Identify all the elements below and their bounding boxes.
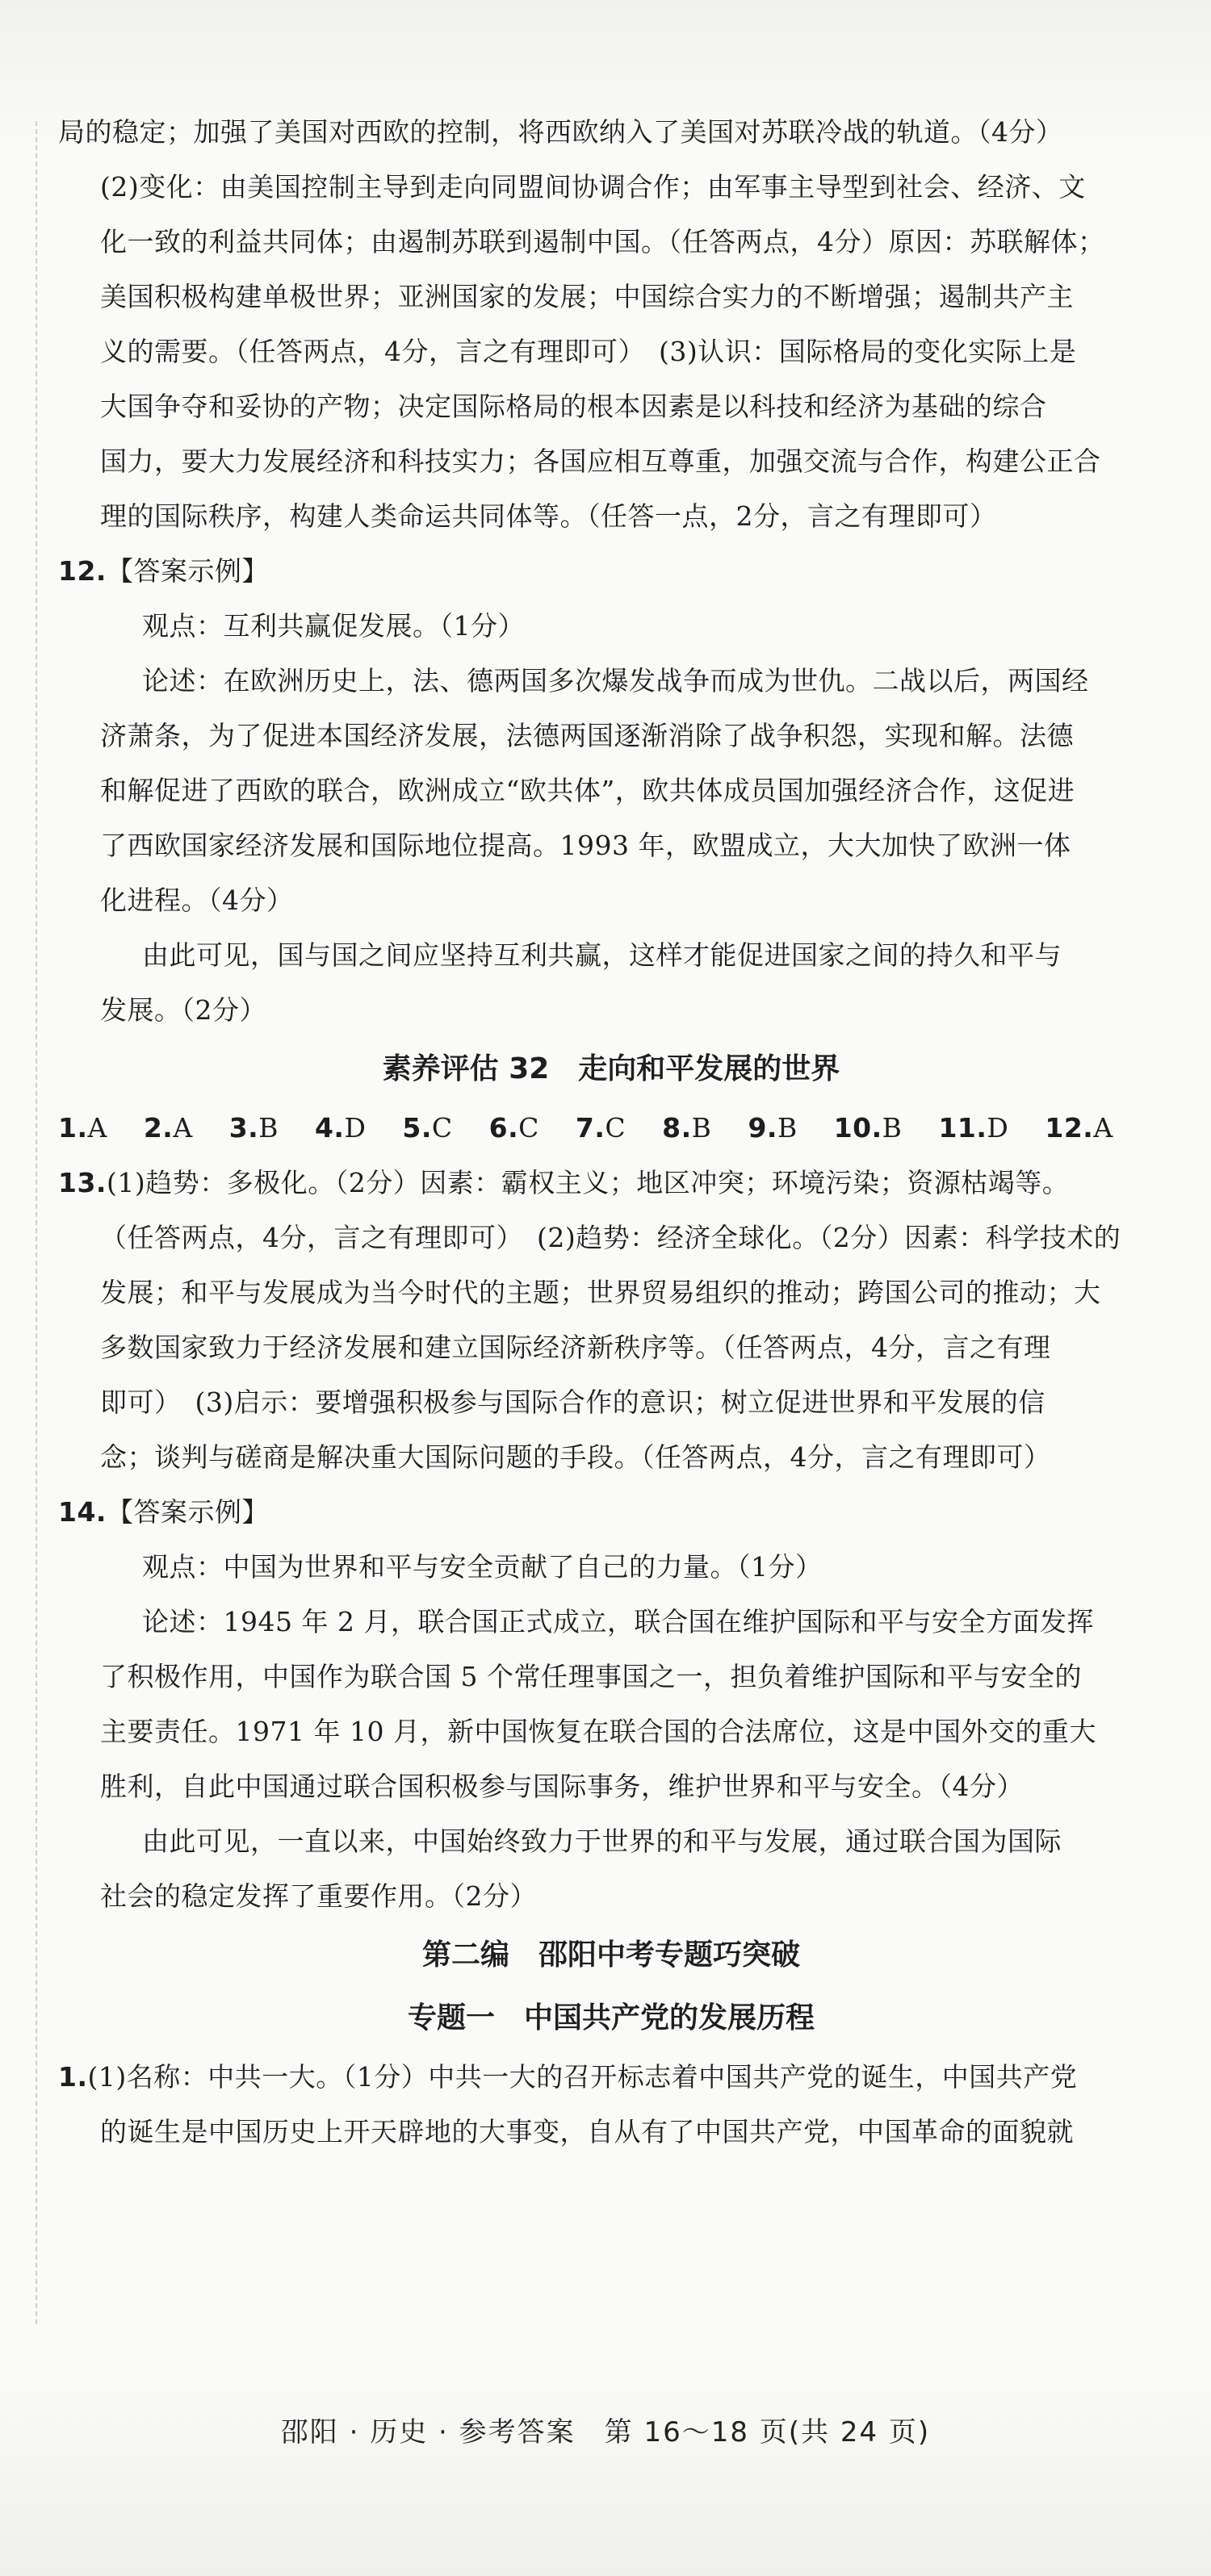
choice-item <box>576 1112 626 1144</box>
choice-number: 9. <box>748 1112 777 1144</box>
question-number: 14. <box>58 1496 107 1528</box>
question-13-line <box>58 1156 1164 1211</box>
paragraph-line: 大国争夺和妥协的产物；决定国际格局的根本因素是以科技和经济为基础的综合 <box>100 391 1047 422</box>
argument-line: 化进程。（4分） <box>100 884 294 916</box>
question-14-header <box>58 1485 1164 1540</box>
answer-text: (1)趋势：多极化。（2分）因素：霸权主义；地区冲突；环境污染；资源枯竭等。 <box>106 1167 1070 1198</box>
choice-number: 3. <box>228 1112 259 1144</box>
choice-number: 8. <box>662 1112 692 1144</box>
choice-number: 10. <box>833 1112 882 1144</box>
choice-item <box>144 1112 193 1144</box>
answer-line: 即可） (3)启示：要增强积极参与国际合作的意识；树立促进世界和平发展的信 <box>100 1386 1045 1418</box>
choice-number: 12. <box>1045 1112 1094 1144</box>
conclusion-line: 由此可见，国与国之间应坚持互利共赢，这样才能促进国家之间的持久和平与 <box>142 939 1062 971</box>
choice-answer: C <box>518 1112 539 1144</box>
choice-item <box>402 1112 452 1144</box>
paragraph-line: 化一致的利益共同体；由遏制苏联到遏制中国。（任答两点，4分）原因：苏联解体； <box>100 226 1105 257</box>
argument-line: 论述：1945 年 2 月，联合国正式成立，联合国在维护国际和平与安全方面发挥 <box>142 1606 1094 1637</box>
conclusion-line: 社会的稳定发挥了重要作用。（2分） <box>100 1880 537 1912</box>
choice-item <box>315 1112 366 1144</box>
conclusion-line: 由此可见，一直以来，中国始终致力于世界的和平与发展，通过联合国为国际 <box>142 1825 1062 1857</box>
choice-item <box>58 1112 107 1144</box>
page-footer: 邵阳 · 历史 · 参考答案 第 16～18 页(共 24 页) <box>280 2416 931 2448</box>
viewpoint-line: 观点：互利共赢促发展。（1分） <box>142 610 525 642</box>
page-content <box>58 105 1164 2160</box>
choice-answer: C <box>605 1112 626 1144</box>
answer-example-title: 【答案示例】 <box>106 555 269 587</box>
answer-line: 的诞生是中国历史上开天辟地的大事变，自从有了中国共产党，中国革命的面貌就 <box>100 2116 1074 2147</box>
choice-answer: D <box>344 1112 367 1144</box>
question-number: 1. <box>58 2061 88 2093</box>
paragraph-line: (2)变化：由美国控制主导到走向同盟间协调合作；由军事主导型到社会、经济、文 <box>100 171 1086 203</box>
conclusion-line: 发展。（2分） <box>100 994 266 1026</box>
choice-number: 11. <box>938 1112 987 1144</box>
choice-item <box>489 1112 539 1144</box>
paragraph-line: 义的需要。（任答两点，4分，言之有理即可） (3)认识：国际格局的变化实际上是 <box>100 336 1077 367</box>
choice-item <box>748 1112 797 1144</box>
choice-answer: D <box>987 1112 1009 1144</box>
choice-number: 6. <box>488 1112 519 1144</box>
paragraph-line: 国力，要大力发展经济和科技实力；各国应相互尊重，加强交流与合作，构建公正合 <box>100 445 1101 477</box>
section-heading: 素养评估 32 走向和平发展的世界 <box>382 1052 840 1085</box>
answer-example-title: 【答案示例】 <box>106 1496 269 1528</box>
choice-answer: A <box>1093 1112 1113 1144</box>
paragraph-line: 理的国际秩序，构建人类命运共同体等。（任答一点，2分，言之有理即可） <box>100 500 997 532</box>
choice-item <box>938 1112 1008 1144</box>
argument-line: 胜利，自此中国通过联合国积极参与国际事务，维护世界和平与安全。（4分） <box>100 1771 1024 1802</box>
answer-line: （任答两点，4分，言之有理即可） (2)趋势：经济全球化。（2分）因素：科学技术的 <box>100 1222 1121 1253</box>
viewpoint-line: 观点：中国为世界和平与安全贡献了自己的力量。（1分） <box>142 1551 823 1583</box>
choice-answer: A <box>87 1112 107 1144</box>
question-number: 13. <box>58 1167 107 1198</box>
choice-answers <box>58 1101 1164 1156</box>
argument-line: 主要责任。1971 年 10 月，新中国恢复在联合国的合法席位，这是中国外交的重大 <box>100 1716 1096 1747</box>
question-number: 12. <box>58 555 107 587</box>
choice-number: 5. <box>402 1112 432 1144</box>
choice-number: 4. <box>314 1112 345 1144</box>
choice-item <box>1045 1112 1113 1144</box>
choice-answer: B <box>882 1112 903 1144</box>
answer-line: 多数国家致力于经济发展和建立国际经济新秩序等。（任答两点，4分，言之有理 <box>100 1332 1051 1363</box>
choice-answer: A <box>173 1112 193 1144</box>
argument-line: 了积极作用，中国作为联合国 5 个常任理事国之一，担负着维护国际和平与安全的 <box>100 1661 1082 1692</box>
paragraph-line: 美国积极构建单极世界；亚洲国家的发展；中国综合实力的不断增强；遏制共产主 <box>100 281 1074 312</box>
choice-number: 7. <box>575 1112 606 1144</box>
answer-line: 发展；和平与发展成为当今时代的主题；世界贸易组织的推动；跨国公司的推动；大 <box>100 1277 1101 1308</box>
choice-item <box>834 1112 903 1144</box>
question-12-header <box>58 544 1164 599</box>
choice-answer: B <box>777 1112 798 1144</box>
argument-line: 论述：在欧洲历史上，法、德两国多次爆发战争而成为世仇。二战以后，两国经 <box>142 665 1089 696</box>
argument-line: 和解促进了西欧的联合，欧洲成立“欧共体”，欧共体成员国加强经济合作，这促进 <box>100 775 1075 806</box>
argument-line: 济萧条，为了促进本国经济发展，法德两国逐渐消除了战争积怨，实现和解。法德 <box>100 720 1074 751</box>
choice-answer: B <box>691 1112 712 1144</box>
choice-answer: B <box>258 1112 279 1144</box>
choice-answer: C <box>431 1112 453 1144</box>
answer-line: 念；谈判与磋商是解决重大国际问题的手段。（任答两点，4分，言之有理即可） <box>100 1441 1051 1473</box>
choice-item <box>662 1112 711 1144</box>
answer-text: (1)名称：中共一大。（1分）中共一大的召开标志着中国共产党的诞生，中国共产党 <box>87 2061 1078 2093</box>
choice-number: 1. <box>58 1112 88 1144</box>
argument-line: 了西欧国家经济发展和国际地位提高。1993 年，欧盟成立，大大加快了欧洲一体 <box>100 830 1071 861</box>
choice-number: 2. <box>143 1112 174 1144</box>
binding-margin-rule <box>36 121 37 2324</box>
choice-item <box>229 1112 279 1144</box>
part-heading: 第二编 邵阳中考专题巧突破 <box>421 1938 800 1972</box>
topic-heading: 专题一 中国共产党的发展历程 <box>407 2001 815 2034</box>
paragraph-line: 局的稳定；加强了美国对西欧的控制，将西欧纳入了美国对苏联冷战的轨道。（4分） <box>58 116 1063 148</box>
question-1-line <box>58 2050 1164 2105</box>
